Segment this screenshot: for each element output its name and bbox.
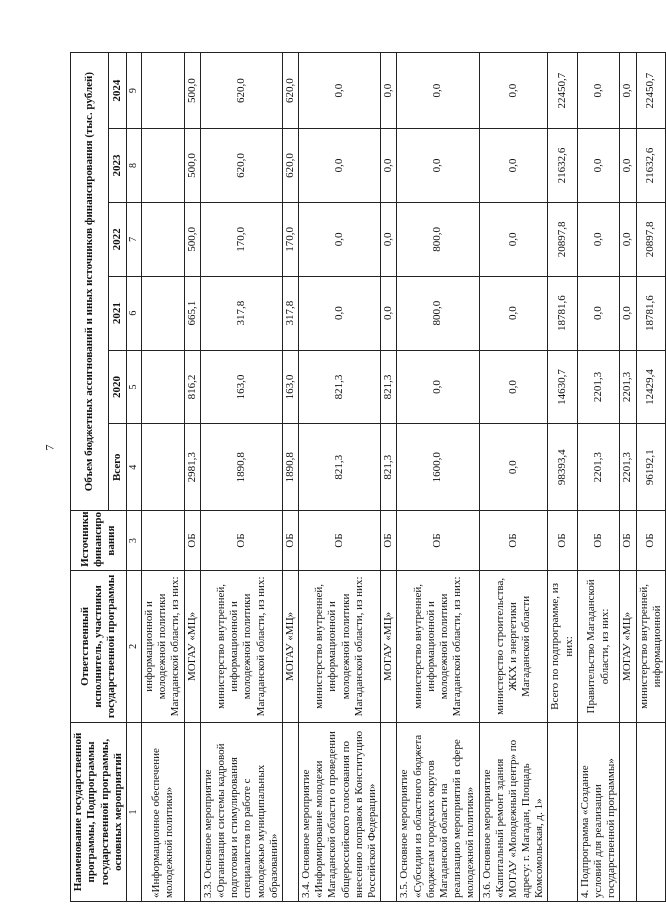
executor-cell: министерство внутренней, информационной и молодежной политики Магаданской области, из них:	[200, 570, 282, 722]
value-cell	[142, 202, 185, 276]
value-cell	[142, 424, 185, 511]
executor-cell: министерство строительства, ЖКХ и энергетики Магаданской области	[479, 570, 548, 722]
program-name-cell: 3.3. Основное мероприятие «Организация системы кадровой подготовки и стимулирования специалистов по работе с молодежью муниципальных образований»	[200, 722, 282, 901]
index-cell: 7	[127, 202, 142, 276]
index-cell: 6	[127, 276, 142, 350]
executor-cell: министерство внутренней, информационной и молодежной политики Магаданской области, из них:	[397, 570, 479, 722]
value-cell: 22450,7	[636, 53, 665, 129]
value-cell: 20897,8	[548, 202, 577, 276]
value-cell: 620,0	[282, 53, 298, 129]
header-year: 2022	[109, 202, 127, 276]
value-cell: 0,0	[479, 129, 548, 203]
header-year: 2024	[109, 53, 127, 129]
program-name-cell	[620, 722, 636, 901]
executor-cell: Всего по подпрограмме, из них:	[548, 570, 577, 722]
source-cell	[142, 511, 185, 571]
header-funding-group: Объем бюджетных ассигнований и иных источников финансирования (тыс. рублей)	[71, 53, 109, 511]
value-cell: 620,0	[200, 129, 282, 203]
value-cell: 0,0	[577, 53, 620, 129]
value-cell: 0,0	[381, 276, 397, 350]
index-cell: 4	[127, 424, 142, 511]
table-row	[479, 53, 548, 902]
source-cell: ОБ	[397, 511, 479, 571]
table-row	[282, 53, 298, 902]
header-year: 2020	[109, 350, 127, 424]
table-row	[381, 53, 397, 902]
value-cell: 163,0	[282, 350, 298, 424]
index-cell: 3	[127, 511, 142, 571]
value-cell: 0,0	[479, 53, 548, 129]
index-cell: 5	[127, 350, 142, 424]
program-name-cell	[282, 722, 298, 901]
value-cell	[142, 276, 185, 350]
executor-cell: МОГАУ «МЦ»	[381, 570, 397, 722]
value-cell: 14630,7	[548, 350, 577, 424]
value-cell: 1890,8	[200, 424, 282, 511]
value-cell: 816,2	[184, 350, 200, 424]
executor-cell: министерство внутренней, информационной	[636, 570, 665, 722]
value-cell: 96192,1	[636, 424, 665, 511]
value-cell: 12429,4	[636, 350, 665, 424]
executor-cell: Правительство Магаданской области, из них:	[577, 570, 620, 722]
index-cell: 2	[127, 570, 142, 722]
value-cell: 0,0	[479, 202, 548, 276]
value-cell: 317,8	[200, 276, 282, 350]
funding-table	[70, 52, 666, 902]
header-executor: Ответственный исполнитель, участники государственной программы	[71, 570, 127, 722]
table-row	[636, 53, 665, 902]
header-year: 2023	[109, 129, 127, 203]
executor-cell: МОГАУ «МЦ»	[184, 570, 200, 722]
value-cell: 821,3	[381, 424, 397, 511]
program-name-cell	[548, 722, 577, 901]
value-cell: 0,0	[397, 53, 479, 129]
executor-cell: информационной и молодежной политики Магаданской области, из них:	[142, 570, 185, 722]
executor-cell: министерство внутренней, информационной и молодежной политики Магаданской области, из них:	[299, 570, 381, 722]
value-cell: 665,1	[184, 276, 200, 350]
rotated-table-wrapper	[70, 52, 663, 902]
table-row	[397, 53, 479, 902]
value-cell: 0,0	[620, 202, 636, 276]
value-cell: 18781,6	[548, 276, 577, 350]
index-cell: 8	[127, 129, 142, 203]
value-cell: 0,0	[620, 53, 636, 129]
program-name-cell: «Информационное обеспечение молодежной политики»	[142, 722, 185, 901]
executor-cell: МОГАУ «МЦ»	[620, 570, 636, 722]
value-cell: 821,3	[299, 350, 381, 424]
value-cell: 0,0	[620, 276, 636, 350]
program-name-cell: 3.4. Основное мероприятие «Информирование молодежи Магаданской области о проведении общероссийского голосования по внесению поправок в Конституцию Российской Федерации»	[299, 722, 381, 901]
value-cell: 0,0	[397, 350, 479, 424]
header-year: 2021	[109, 276, 127, 350]
value-cell: 21632,6	[636, 129, 665, 203]
value-cell: 0,0	[479, 276, 548, 350]
value-cell: 98393,4	[548, 424, 577, 511]
table-row	[184, 53, 200, 902]
value-cell: 0,0	[299, 276, 381, 350]
program-name-cell: 3.5. Основное мероприятие «Субсидии из областного бюджета бюджетам городских округов Магаданской области на реализацию мероприятий в сфере молодежной политики»	[397, 722, 479, 901]
value-cell: 0,0	[299, 53, 381, 129]
program-name-cell	[381, 722, 397, 901]
program-name-cell	[184, 722, 200, 901]
value-cell: 0,0	[381, 129, 397, 203]
value-cell: 317,8	[282, 276, 298, 350]
value-cell: 18781,6	[636, 276, 665, 350]
value-cell: 0,0	[577, 276, 620, 350]
source-cell: ОБ	[200, 511, 282, 571]
source-cell: ОБ	[577, 511, 620, 571]
value-cell: 500,0	[184, 202, 200, 276]
source-cell: ОБ	[479, 511, 548, 571]
table-row	[548, 53, 577, 902]
value-cell: 0,0	[577, 129, 620, 203]
page-number: 7	[42, 444, 57, 451]
value-cell: 170,0	[200, 202, 282, 276]
source-cell: ОБ	[184, 511, 200, 571]
value-cell: 2201,3	[620, 350, 636, 424]
table-row	[299, 53, 381, 902]
program-name-cell: 4. Подпрограмма «Создание условий для реализации государственной программы»	[577, 722, 620, 901]
value-cell	[142, 53, 185, 129]
table-row	[620, 53, 636, 902]
value-cell: 170,0	[282, 202, 298, 276]
value-cell: 0,0	[397, 129, 479, 203]
value-cell: 0,0	[479, 424, 548, 511]
value-cell: 500,0	[184, 53, 200, 129]
value-cell: 0,0	[381, 202, 397, 276]
value-cell: 500,0	[184, 129, 200, 203]
value-cell: 2201,3	[577, 350, 620, 424]
program-name-cell: 3.6. Основное мероприятие «Капитальный ремонт здания МОГАУ «Молодежный центр» по адресу: г. Магадан, Площадь Комсомольская, д. 1»	[479, 722, 548, 901]
executor-cell: МОГАУ «МЦ»	[282, 570, 298, 722]
source-cell: ОБ	[299, 511, 381, 571]
table-row	[577, 53, 620, 902]
value-cell: 0,0	[479, 350, 548, 424]
value-cell: 163,0	[200, 350, 282, 424]
source-cell: ОБ	[548, 511, 577, 571]
value-cell: 620,0	[282, 129, 298, 203]
table-row	[142, 53, 185, 902]
header-total: Всего	[109, 424, 127, 511]
index-cell: 1	[127, 722, 142, 901]
value-cell: 821,3	[299, 424, 381, 511]
value-cell: 0,0	[620, 129, 636, 203]
source-cell: ОБ	[636, 511, 665, 571]
value-cell: 0,0	[381, 53, 397, 129]
value-cell: 821,3	[381, 350, 397, 424]
value-cell: 800,0	[397, 202, 479, 276]
header-program-name: Наименование государственной программы, Подпрограммы государственной программы, основных мероприятий	[71, 722, 127, 901]
value-cell	[142, 129, 185, 203]
value-cell	[142, 350, 185, 424]
value-cell: 1890,8	[282, 424, 298, 511]
source-cell: ОБ	[620, 511, 636, 571]
source-cell: ОБ	[282, 511, 298, 571]
value-cell: 0,0	[299, 202, 381, 276]
value-cell: 20897,8	[636, 202, 665, 276]
source-cell: ОБ	[381, 511, 397, 571]
value-cell: 800,0	[397, 276, 479, 350]
value-cell: 620,0	[200, 53, 282, 129]
value-cell: 22450,7	[548, 53, 577, 129]
value-cell: 2981,3	[184, 424, 200, 511]
value-cell: 0,0	[577, 202, 620, 276]
header-source: Источники финансиро вания	[71, 511, 127, 571]
value-cell: 2201,3	[577, 424, 620, 511]
value-cell: 2201,3	[620, 424, 636, 511]
index-cell: 9	[127, 53, 142, 129]
table-row	[200, 53, 282, 902]
value-cell: 1600,0	[397, 424, 479, 511]
program-name-cell	[636, 722, 665, 901]
value-cell: 21632,6	[548, 129, 577, 203]
value-cell: 0,0	[299, 129, 381, 203]
